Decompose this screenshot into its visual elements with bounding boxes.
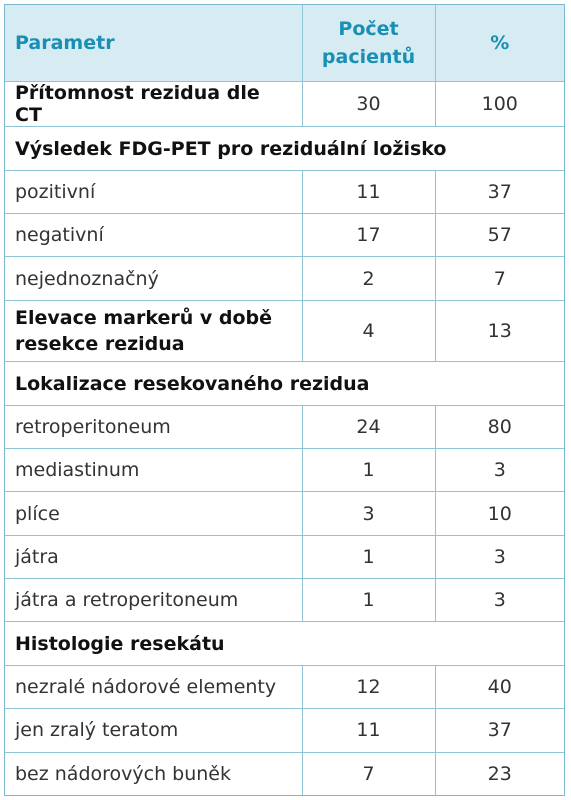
- table-row: [5, 752, 564, 795]
- section-row: [5, 362, 564, 405]
- row-count: 3: [302, 492, 435, 535]
- row-label: plíce: [5, 492, 302, 535]
- table-row: [5, 300, 564, 362]
- header-pocet-pacientu: Počet pacientů: [302, 5, 435, 82]
- table-header-row: [5, 5, 564, 82]
- row-label: nezralé nádorové elementy: [5, 665, 302, 708]
- row-percent: 3: [435, 579, 564, 622]
- table-row: [5, 579, 564, 622]
- section-row: [5, 622, 564, 665]
- section-title: Výsledek FDG-PET pro reziduální ložisko: [5, 127, 564, 170]
- row-label: retroperitoneum: [5, 405, 302, 448]
- row-count: 24: [302, 405, 435, 448]
- row-percent: 80: [435, 405, 564, 448]
- row-percent: 7: [435, 257, 564, 300]
- table-row: [5, 82, 564, 127]
- header-parametr: Parametr: [5, 5, 302, 82]
- row-count: 1: [302, 449, 435, 492]
- row-count: 12: [302, 665, 435, 708]
- row-percent: 3: [435, 535, 564, 578]
- table-body: [5, 82, 564, 796]
- row-label: jen zralý teratom: [5, 709, 302, 752]
- table-row: [5, 665, 564, 708]
- row-label: Elevace markerů v době resekce rezidua: [5, 300, 302, 362]
- row-percent: 23: [435, 752, 564, 795]
- row-percent: 37: [435, 170, 564, 213]
- table-row: [5, 709, 564, 752]
- row-percent: 10: [435, 492, 564, 535]
- row-label: negativní: [5, 214, 302, 257]
- row-label: mediastinum: [5, 449, 302, 492]
- table-row: [5, 170, 564, 213]
- table-row: [5, 535, 564, 578]
- row-count: 1: [302, 579, 435, 622]
- row-count: 4: [302, 300, 435, 362]
- table-row: [5, 405, 564, 448]
- section-title: Histologie resekátu: [5, 622, 564, 665]
- row-count: 7: [302, 752, 435, 795]
- table-row: [5, 449, 564, 492]
- results-table-frame: [4, 4, 565, 796]
- row-count: 1: [302, 535, 435, 578]
- row-percent: 57: [435, 214, 564, 257]
- row-label: Přítomnost rezidua dle CT: [5, 82, 302, 127]
- header-percent: %: [435, 5, 564, 82]
- table-row: [5, 492, 564, 535]
- row-percent: 40: [435, 665, 564, 708]
- table-row: [5, 214, 564, 257]
- row-count: 11: [302, 170, 435, 213]
- section-row: [5, 127, 564, 170]
- row-label: játra: [5, 535, 302, 578]
- row-count: 11: [302, 709, 435, 752]
- row-count: 2: [302, 257, 435, 300]
- row-label: pozitivní: [5, 170, 302, 213]
- row-label: bez nádorových buněk: [5, 752, 302, 795]
- table-row: [5, 257, 564, 300]
- results-table: [5, 5, 564, 795]
- row-label: játra a retroperitoneum: [5, 579, 302, 622]
- row-count: 17: [302, 214, 435, 257]
- row-percent: 13: [435, 300, 564, 362]
- row-percent: 3: [435, 449, 564, 492]
- row-count: 30: [302, 82, 435, 127]
- row-percent: 37: [435, 709, 564, 752]
- section-title: Lokalizace resekovaného rezidua: [5, 362, 564, 405]
- row-label: nejednoznačný: [5, 257, 302, 300]
- row-percent: 100: [435, 82, 564, 127]
